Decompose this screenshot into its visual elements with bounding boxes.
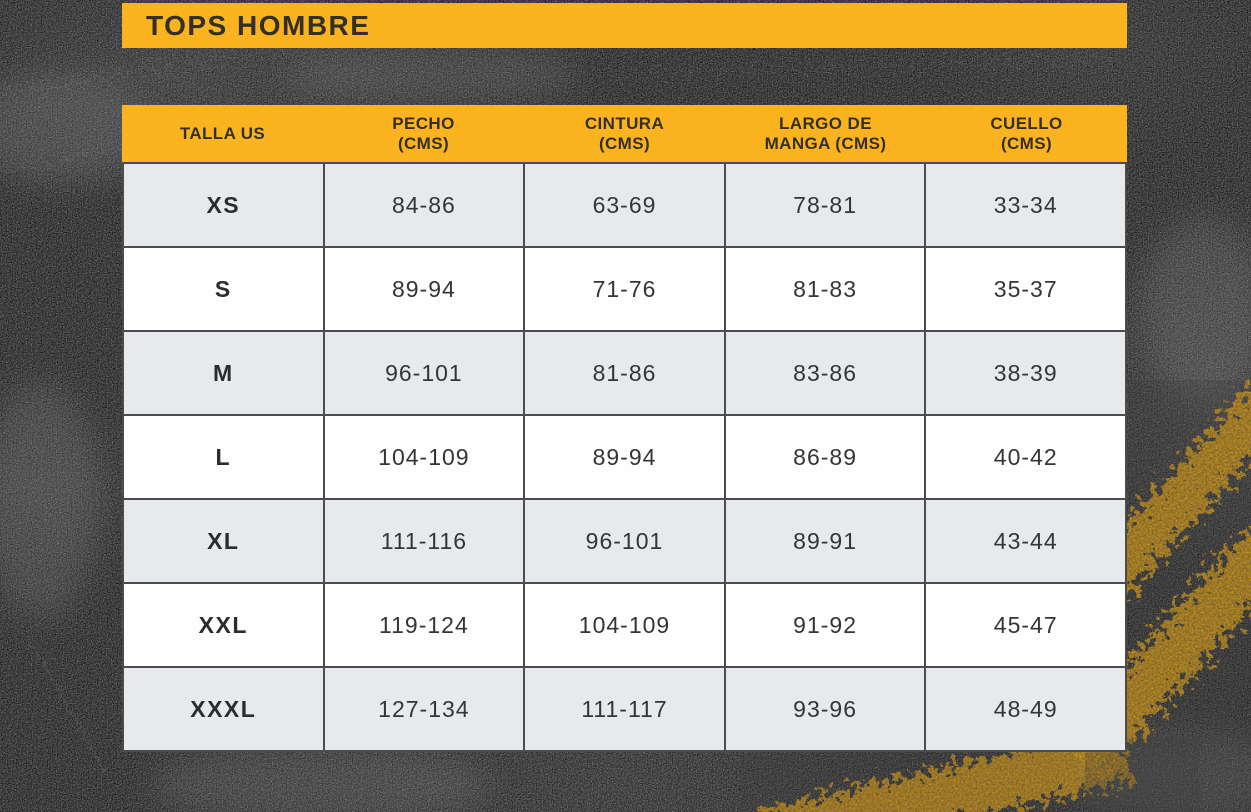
cell-talla: XXL	[124, 584, 323, 666]
table-row-m	[124, 332, 1125, 414]
cell-cuello: 48-49	[926, 668, 1125, 750]
table-row-xxxl	[124, 668, 1125, 750]
cell-pecho: 84-86	[325, 164, 524, 246]
cell-pecho: 89-94	[325, 248, 524, 330]
cell-pecho: 127-134	[325, 668, 524, 750]
cell-cuello: 45-47	[926, 584, 1125, 666]
header-talla-us: TALLA US	[179, 123, 266, 143]
cell-cintura: 89-94	[525, 416, 724, 498]
cell-largo-manga: 89-91	[726, 500, 925, 582]
cell-cintura: 111-117	[525, 668, 724, 750]
table-body	[122, 162, 1127, 752]
header-pecho: PECHO (CMS)	[392, 113, 455, 153]
cell-talla: L	[124, 416, 323, 498]
cell-largo-manga: 91-92	[726, 584, 925, 666]
cell-pecho: 96-101	[325, 332, 524, 414]
cell-talla: XXXL	[124, 668, 323, 750]
cell-talla: S	[124, 248, 323, 330]
cell-cuello: 43-44	[926, 500, 1125, 582]
cell-cuello: 35-37	[926, 248, 1125, 330]
cell-largo-manga: 93-96	[726, 668, 925, 750]
header-cuello: CUELLO (CMS)	[990, 113, 1063, 153]
cell-cuello: 38-39	[926, 332, 1125, 414]
table-row-xxl	[124, 584, 1125, 666]
cell-largo-manga: 86-89	[726, 416, 925, 498]
cell-largo-manga: 78-81	[726, 164, 925, 246]
cell-cintura: 81-86	[525, 332, 724, 414]
cell-largo-manga: 81-83	[726, 248, 925, 330]
title-banner	[122, 3, 1127, 48]
header-cintura: CINTURA (CMS)	[584, 113, 665, 153]
cell-cintura: 104-109	[525, 584, 724, 666]
table-header-row	[122, 105, 1127, 162]
table-row-l	[124, 416, 1125, 498]
cell-pecho: 104-109	[325, 416, 524, 498]
cell-cuello: 40-42	[926, 416, 1125, 498]
header-largo-de-manga: LARGO DE MANGA (CMS)	[764, 113, 887, 153]
cell-cintura: 96-101	[525, 500, 724, 582]
cell-talla: XL	[124, 500, 323, 582]
cell-cuello: 33-34	[926, 164, 1125, 246]
size-chart-table	[122, 105, 1127, 752]
table-row-s	[124, 248, 1125, 330]
table-row-xs	[124, 164, 1125, 246]
page-title: TOPS HOMBRE	[146, 9, 371, 41]
cell-pecho: 119-124	[325, 584, 524, 666]
cell-cintura: 71-76	[525, 248, 724, 330]
cell-largo-manga: 83-86	[726, 332, 925, 414]
table-row-xl	[124, 500, 1125, 582]
cell-talla: XS	[124, 164, 323, 246]
cell-pecho: 111-116	[325, 500, 524, 582]
cell-cintura: 63-69	[525, 164, 724, 246]
cell-talla: M	[124, 332, 323, 414]
